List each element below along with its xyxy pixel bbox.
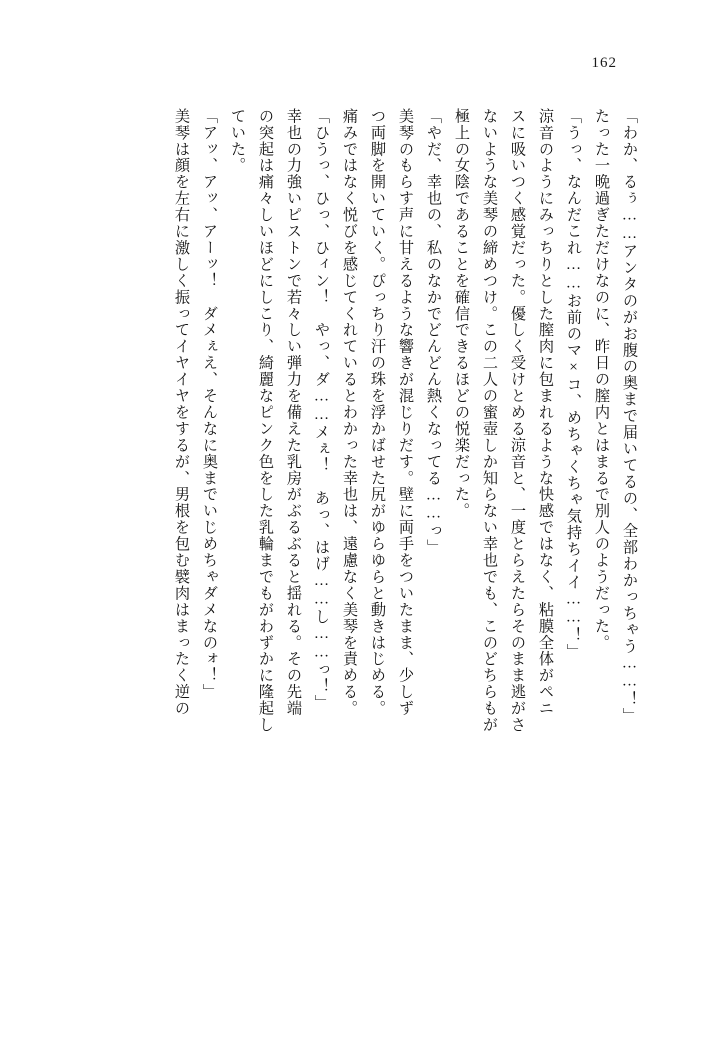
text-line: 「わか、るぅ……アンタのがお腹の奥まで届いてるの、全部わかっちゃう……！」: [621, 108, 638, 724]
text-line: 「うっ、なんだこれ……お前のマ×コ、めちゃくちゃ気持ちイイ……！」: [565, 108, 582, 660]
text-line: つ両脚を開いていく。ぴっちり汗の珠を浮かばせた尻がゆらゆらと動きはじめる。: [369, 108, 386, 717]
text-line: たった一晩過ぎただけなのに、昨日の膣内とはまるで別人のようだった。: [593, 108, 610, 651]
text-line: 痛みではなく悦びを感じてくれているとわかった幸也は、遠慮なく美琴を責める。: [341, 108, 358, 717]
text-line: ないような美琴の締めつけ。この二人の蜜壺しか知らない幸也でも、このどちらもが: [481, 108, 498, 734]
text-line: 幸也の力強いピストンで若々しい弾力を備えた乳房がぶるぶると揺れる。その先端: [285, 108, 302, 717]
text-line: ていた。: [229, 108, 246, 174]
text-line: 極上の女陰であることを確信できるほどの悦楽だった。: [453, 108, 470, 520]
text-line: 美琴は顔を左右に激しく振ってイヤイヤをするが、男根を包む襞肉はまったく逆の: [173, 108, 190, 717]
vertical-text-block: [68, 108, 637, 963]
text-line: 「やだ、幸也の、私のなかでどんどん熱くなってる……っ」: [425, 108, 442, 556]
text-line: 「アッ、アッ、アーッ！ ダメぇえ、そんなに奥までいじめちゃダメなのォ！」: [201, 108, 218, 701]
text-line: スに吸いつく感覚だった。優しく受けとめる涼音と、一度とらえたらそのまま逃がさ: [509, 108, 526, 734]
text-line: 「ひうっ、ひっ、ひィン！ やっ、ダ……メぇ！ あっ、はげ……し……っ！」: [313, 108, 330, 711]
text-line: の突起は痛々しいほどにしこり、綺麗なピンク色をした乳輪までもがわずかに隆起し: [257, 108, 274, 734]
text-line: 涼音のようにみっちりとした膣肉に包まれるような快感ではなく、粘膜全体がペニ: [537, 108, 554, 717]
text-line: 美琴のもらす声に甘えるような響きが混じりだす。壁に両手をついたまま、少しず: [397, 108, 414, 717]
page-number: 162: [591, 55, 617, 71]
